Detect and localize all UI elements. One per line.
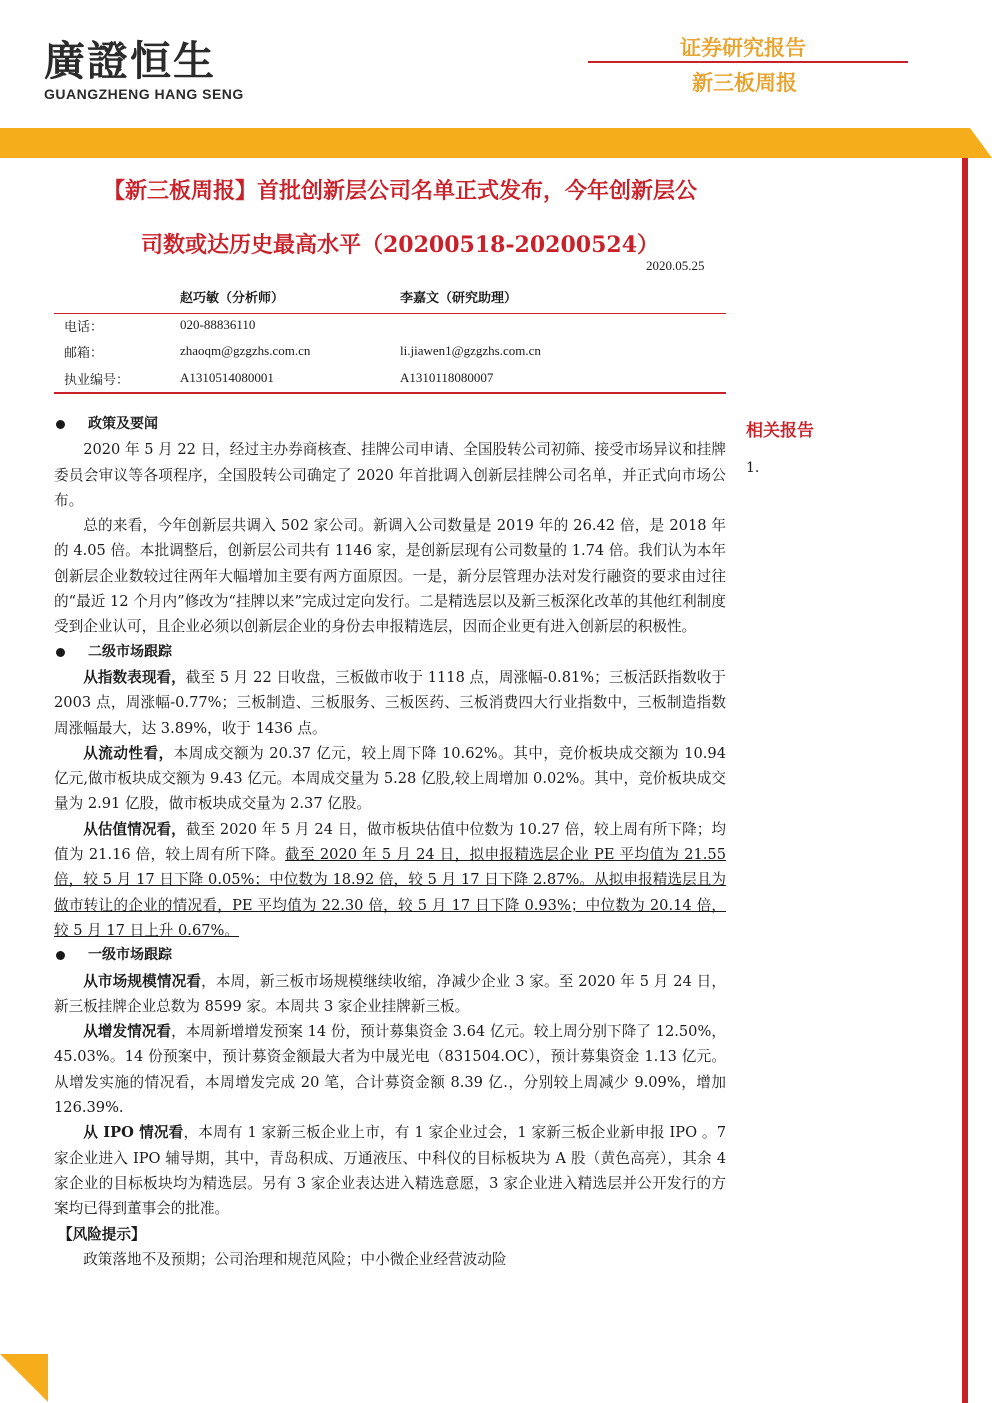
scale-lead: 从市场规模情况看 [83,972,202,990]
report-date: 2020.05.25 [646,258,705,273]
liquidity-text: 本周成交额为 20.37 亿元，较上周下降 10.62%。其中，竞价板块成交额为 10.94 亿元,做市板块成交额为 9.43 亿元。本周成交量为 5.28 亿股,较上周增加 0.02%。其中，竞价板块成交量为 2.91 亿股，做市板块成交量为 2.37 亿股。 [54,744,726,813]
author-divider [54,313,726,314]
report-body [54,412,726,1272]
secondary-paragraph-2 [54,741,726,817]
author-bottom-divider [54,392,726,394]
placement-lead: 从增发情况看 [83,1023,172,1041]
risk-text: 政策落地不及预期；公司治理和规范风险；中小微企业经营波动险 [83,1250,507,1268]
related-reports-heading: 相关报告 [746,421,814,441]
license-label: 执业编号： [64,373,130,388]
secondary-paragraph-3 [54,817,726,943]
report-title-line1: 【新三板周报】首批创新层公司名单正式发布，今年创新层公 [102,178,697,204]
valuation-text: 截至 2020 年 5 月 24 日，做市板块估值中位数为 10.27 倍，较上周有所下降；均值为 21.16 倍，较上周有所下降。 [54,820,726,864]
ipo-lead: 从 IPO 情况看 [83,1124,184,1142]
report-title [60,164,740,272]
company-logo: 廣證恒生 [44,37,216,85]
analyst-name: 赵巧敏（分析师） [180,291,285,306]
footer-corner-decoration [0,1354,48,1402]
primary-paragraph-3 [54,1120,726,1221]
assistant-license: A1310118080007 [400,370,494,385]
risk-heading: 【风险提示】 [58,1225,146,1243]
email-label: 邮箱： [64,346,104,361]
primary-paragraph-2 [54,1019,726,1120]
ipo-text: ，本周有 1 家新三板企业上市，有 1 家企业过会，1 家新三板企业新申报 IPO 。7 家企业进入 IPO 辅导期，其中，青岛积成、万通液压、中科仪的目标板块为 A 股（黄色高亮），其余 4 家企业的目标板块均为精选层。另有 3 家企业表达进入精选意愿，3 家企业进入精选层并公开发行的方案均已得到董事会的批准。 [54,1124,726,1218]
analyst-phone: 020-88836110 [180,317,256,332]
placement-text: ，本周新增增发预案 14 份，预计募集资金 3.64 亿元。较上周分别下降了 12.50%，45.03%。14 份预案中，预计募资金额最大者为中晟光电（831504.OC），预计募集资金 1.13 亿元。从增发实施的情况看，本周增发完成 20 笔，合计募资金额 8.39 亿.，分别较上周减少 9.09%，增加 126.39%. [54,1023,726,1117]
section-heading-secondary: 二级市场跟踪 [54,640,726,665]
related-report-item[interactable]: 1. [746,460,760,476]
report-type: 证券研究报告 [680,36,806,60]
valuation-underlined: 截至 2020 年 5 月 24 日，拟申报精选层企业 PE 平均值为 21.55 倍，较 5 月 17 日下降 0.05%；中位数为 18.92 倍，较 5 月 17 日下降 2.87%。从拟申报精选层且为做市转让的企业的情况看，PE 平均值为 22.30 倍，较 5 月 17 日下降 0.93%；中位数为 20.14 倍，较 5 月 17 日上升 0.67%。 [54,846,727,939]
index-lead: 从指数表现看， [83,668,186,686]
report-title-line2: 司数或达历史最高水平（20200518-20200524） [140,232,660,258]
assistant-email[interactable]: li.jiawen1@gzgzhs.com.cn [400,343,541,358]
index-text: 截至 5 月 22 日收盘，三板做市收于 1118 点，周涨幅-0.81%；三板活跃指数收于 2003 点，周涨幅-0.77%；三板制造、三板服务、三板医药、三板消费四大行业指数中，三板制造指数周涨幅最大，达 3.89%，收于 1436 点。 [54,668,726,737]
analyst-license: A1310514080001 [180,370,274,385]
policy-paragraph-1: 2020 年 5 月 22 日，经过主办券商核查、挂牌公司申请、全国股转公司初筛、接受市场异议和挂牌委员会审议等各项程序，全国股转公司确定了 2020 年首批调入创新层挂牌公司名单，并正式向市场公布。 [54,441,726,509]
side-rule [962,158,968,1403]
phone-label: 电话： [64,320,104,335]
secondary-paragraph-1 [54,665,726,741]
header-band [0,128,992,158]
header-divider [588,61,908,63]
scale-text: ，本周，新三板市场规模继续收缩，净减少企业 3 家。至 2020 年 5 月 24 日，新三板挂牌企业总数为 8599 家。本周共 3 家企业挂牌新三板。 [54,972,726,1015]
company-logo-en: GUANGZHENG HANG SENG [44,86,244,102]
section-heading-policy: 政策及要闻 [54,412,726,437]
section-heading-primary: 一级市场跟踪 [54,943,726,968]
policy-paragraph-2: 总的来看，今年创新层共调入 502 家公司。新调入公司数量是 2019 年的 26.42 倍，是 2018 年的 4.05 倍。本批调整后，创新层公司共有 1146 家，是创新层现有公司数量的 1.74 倍。我们认为本年创新层企业数较过往两年大幅增加主要有两方面原因。一是，新分层管理办法对发行融资的要求由过往的“最近 12 个月内”修改为“挂牌以来”完成过定向发行。二是精选层以及新三板深化改革的其他红利制度受到企业认可，且企业必须以创新层企业的身份去申报精选层，因而企业更有进入创新层的积极性。 [54,517,726,636]
assistant-name: 李嘉文（研究助理） [400,291,518,306]
analyst-email[interactable]: zhaoqm@gzgzhs.com.cn [180,343,311,358]
valuation-lead: 从估值情况看， [83,820,186,838]
primary-paragraph-1 [54,969,726,1020]
liquidity-lead: 从流动性看， [83,744,174,762]
report-series: 新三板周报 [692,71,797,95]
